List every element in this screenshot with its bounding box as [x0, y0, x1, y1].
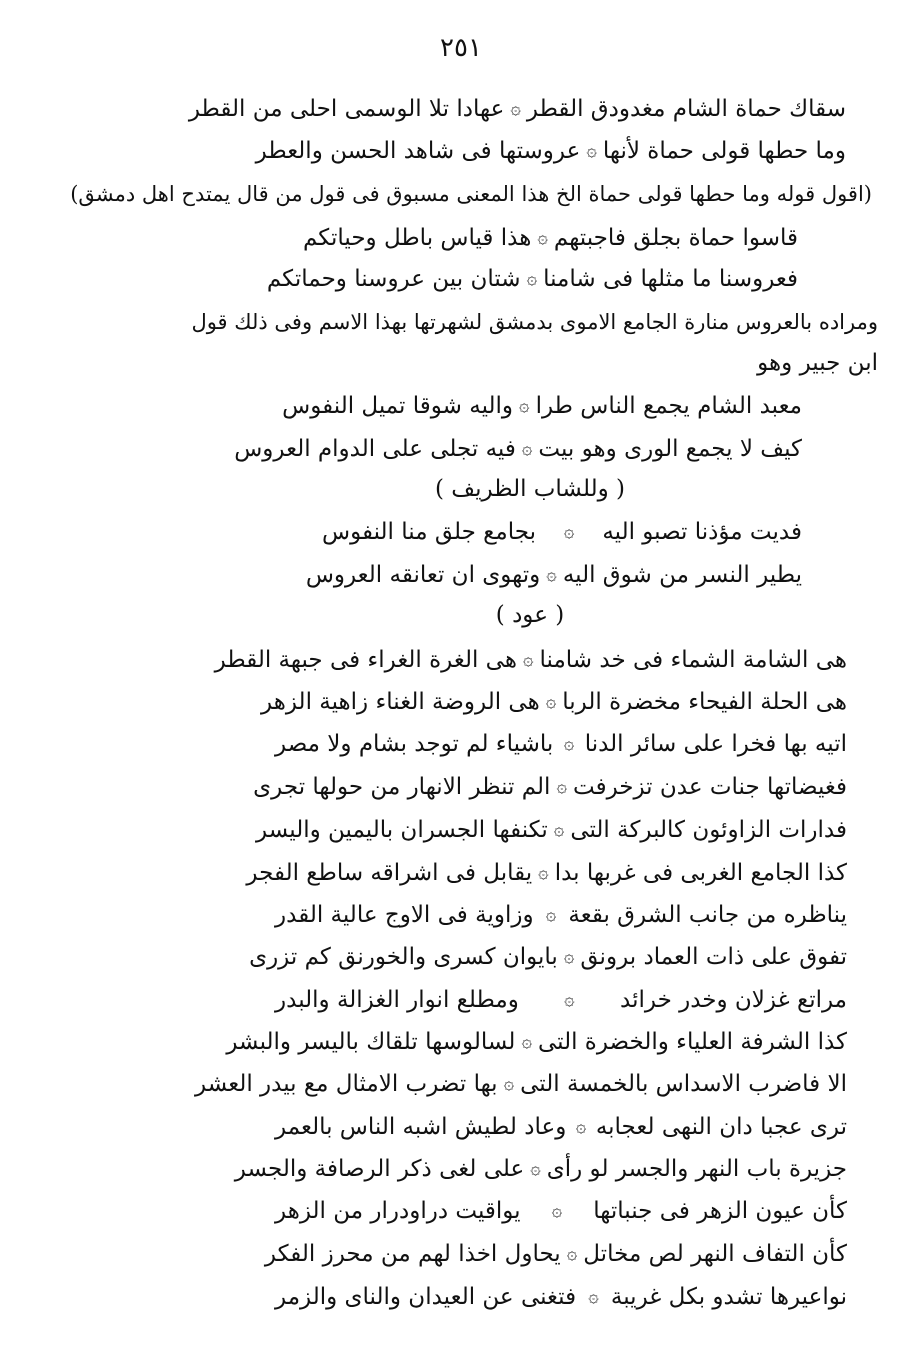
- first-hemistich: فعروسنا ما مثلها فى شامنا: [543, 266, 798, 292]
- first-hemistich: فغيضاتها جنات عدن تزخرفت: [572, 774, 847, 800]
- verse-line: [275, 1280, 847, 1314]
- verse-line: [214, 643, 847, 677]
- first-hemistich: كذا الشرفة العلياء والخضرة التى: [537, 1029, 847, 1055]
- hemistich-separator: ۞: [564, 989, 575, 1010]
- second-hemistich: بايوان كسرى والخورنق كم تزرى: [249, 944, 558, 970]
- hemistich-separator: ۞: [563, 733, 575, 754]
- second-hemistich: ومطلع انوار الغزالة والبدر: [275, 987, 519, 1013]
- verse-line: [256, 813, 847, 847]
- hemistich-separator: ۞: [553, 819, 565, 840]
- first-hemistich: يطير النسر من شوق اليه: [562, 562, 802, 588]
- verse-line: [275, 983, 847, 1017]
- verse-line: [264, 1237, 847, 1271]
- second-hemistich: وزاوية فى الاوج عالية القدر: [275, 902, 534, 928]
- second-hemistich: عروستها فى شاهد الحسن والعطر: [255, 138, 581, 164]
- second-hemistich: يحاول اخذا لهم من محرز الفكر: [264, 1241, 561, 1267]
- second-hemistich: هى الروضة الغناء زاهية الزهر: [261, 689, 540, 715]
- second-hemistich: فيه تجلى على الدوام العروس: [234, 436, 516, 462]
- first-hemistich: كأن التفاف النهر لص مخاتل: [583, 1241, 847, 1267]
- verse-line: [305, 558, 802, 592]
- verse-line: [261, 685, 847, 719]
- first-hemistich: فدارات الزاوئون كالبركة التى: [570, 817, 847, 843]
- prose-line: ابن جبير وهو: [757, 350, 878, 376]
- hemistich-separator: ۞: [551, 1200, 563, 1221]
- first-hemistich: كذا الجامع الغربى فى غربها بدا: [554, 860, 847, 886]
- first-hemistich: فديت مؤذنا تصبو اليه: [602, 519, 802, 545]
- second-hemistich: عهادا تلا الوسمى احلى من القطر: [188, 96, 505, 122]
- verse-line: [234, 1152, 847, 1186]
- second-hemistich: وتهوى ان تعانقه العروس: [305, 562, 541, 588]
- first-hemistich: قاسوا حماة بجلق فاجبتهم: [553, 225, 798, 251]
- second-hemistich: الم تنظر الانهار من حولها تجرى: [253, 774, 551, 800]
- first-hemistich: كيف لا يجمع الورى وهو بيت: [538, 436, 802, 462]
- second-hemistich: فتغنى عن العيدان والناى والزمر: [275, 1284, 577, 1310]
- verse-line: [282, 389, 802, 423]
- verse-line: [249, 940, 847, 974]
- hemistich-separator: ۞: [545, 691, 557, 712]
- hemistich-separator: ۞: [538, 862, 549, 883]
- second-hemistich: شتان بين عروسنا وحماتكم: [266, 266, 521, 292]
- first-hemistich: سقاك حماة الشام مغدودق القطر: [526, 96, 846, 122]
- hemistich-separator: ۞: [563, 946, 575, 967]
- verse-line: [226, 1025, 847, 1059]
- second-hemistich: بها تضرب الامثال مع بيدر العشر: [195, 1071, 498, 1097]
- first-hemistich: هى الحلة الفيحاء مخضرة الربا: [562, 689, 847, 715]
- second-hemistich: هذا قياس باطل وحياتكم: [302, 225, 532, 251]
- first-hemistich: الا فاضرب الاسداس بالخمسة التى: [520, 1071, 847, 1097]
- verse-line: [322, 515, 802, 549]
- verse-line: [195, 1067, 847, 1101]
- verse-line: [266, 262, 798, 296]
- second-hemistich: تكنفها الجسران باليمين واليسر: [256, 817, 548, 843]
- hemistich-separator: ۞: [588, 1286, 599, 1307]
- hemistich-separator: ۞: [521, 1031, 532, 1052]
- second-hemistich: وعاد لطيش اشبه الناس بالعمر: [275, 1114, 567, 1140]
- page-number: ٢٥١: [440, 33, 482, 63]
- hemistich-separator: ۞: [545, 904, 557, 925]
- hemistich-separator: ۞: [510, 98, 521, 119]
- hemistich-separator: ۞: [563, 521, 575, 542]
- second-hemistich: لسالوسها تلقاك باليسر والبشر: [226, 1029, 516, 1055]
- second-hemistich: بجامع جلق منا النفوس: [322, 519, 536, 545]
- first-hemistich: ترى عجبا دان النهى لعجابه: [595, 1114, 847, 1140]
- second-hemistich: على لغى ذكر الرصافة والجسر: [234, 1156, 525, 1182]
- verse-line: [275, 727, 847, 761]
- second-hemistich: واليه شوقا تميل النفوس: [282, 393, 514, 419]
- first-hemistich: هى الشامة الشماء فى خد شامنا: [539, 647, 847, 673]
- verse-line: [302, 221, 798, 255]
- verse-line: [234, 432, 802, 466]
- first-hemistich: وما حطها قولى حماة لأنها: [602, 138, 846, 164]
- first-hemistich: تفوق على ذات العماد برونق: [580, 944, 847, 970]
- hemistich-separator: ۞: [526, 268, 538, 289]
- second-hemistich: باشياء لم توجد بشام ولا مصر: [275, 731, 554, 757]
- first-hemistich: يناظره من جانب الشرق بقعة: [568, 902, 847, 928]
- hemistich-separator: ۞: [522, 649, 534, 670]
- hemistich-separator: ۞: [519, 395, 530, 416]
- verse-line: [275, 898, 847, 932]
- verse-line: [275, 1110, 847, 1144]
- verse-line: [188, 92, 846, 126]
- section-heading: ( عود ): [495, 602, 565, 628]
- hemistich-separator: ۞: [530, 1158, 541, 1179]
- hemistich-separator: ۞: [575, 1116, 587, 1137]
- section-heading: ( وللشاب الظريف ): [435, 476, 625, 502]
- prose-line: ومراده بالعروس منارة الجامع الاموى بدمشق لشهرتها بهذا الاسم وفى ذلك قول: [191, 310, 878, 334]
- hemistich-separator: ۞: [586, 140, 597, 161]
- hemistich-separator: ۞: [566, 1243, 578, 1264]
- first-hemistich: اتيه بها فخرا على سائر الدنا: [584, 731, 847, 757]
- hemistich-separator: ۞: [546, 564, 557, 585]
- second-hemistich: يقابل فى اشراقه ساطع الفجر: [246, 860, 533, 886]
- first-hemistich: كأن عيون الزهر فى جنباتها: [593, 1198, 847, 1224]
- hemistich-separator: ۞: [537, 227, 548, 248]
- verse-line: [255, 134, 846, 168]
- hemistich-separator: ۞: [503, 1073, 515, 1094]
- second-hemistich: هى الغرة الغراء فى جبهة القطر: [214, 647, 517, 673]
- first-hemistich: نواعيرها تشدو بكل غريبة: [610, 1284, 847, 1310]
- first-hemistich: جزيرة باب النهر والجسر لو رأى: [546, 1156, 847, 1182]
- verse-line: [253, 770, 847, 804]
- hemistich-separator: ۞: [521, 438, 533, 459]
- first-hemistich: معبد الشام يجمع الناس طرا: [535, 393, 802, 419]
- hemistich-separator: ۞: [556, 776, 567, 797]
- first-hemistich: مراتع غزلان وخدر خرائد: [620, 987, 847, 1013]
- verse-line: [246, 856, 847, 890]
- verse-line: [275, 1194, 847, 1228]
- second-hemistich: يواقيت دراودرار من الزهر: [275, 1198, 521, 1224]
- prose-line: (اقول قوله وما حطها قولى حماة الخ هذا المعنى مسبوق فى قول من قال يمتدح اهل دمشق): [70, 182, 872, 206]
